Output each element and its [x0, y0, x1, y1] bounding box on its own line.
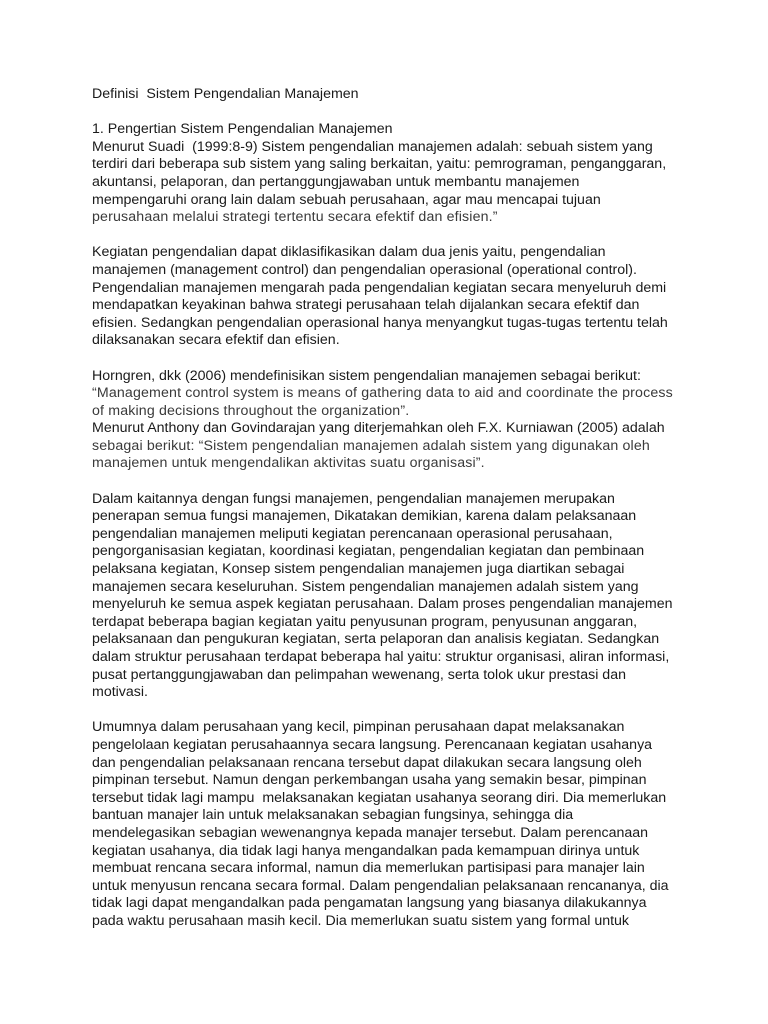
text-line: Umumnya dalam perusahaan yang kecil, pimpinan perusahaan dapat melaksanakan: [92, 719, 625, 736]
text-line: Menurut Anthony dan Govindarajan yang diterjemahkan oleh F.X. Kurniawan (2005) adalah: [92, 420, 665, 437]
text-line: Pengendalian manajemen mengarah pada pengendalian kegiatan secara menyeluruh demi: [92, 279, 667, 296]
paragraph: [92, 491, 708, 702]
paragraph: [92, 368, 708, 474]
text-line: penerapan semua fungsi manajemen, Dikatakan demikian, karena dalam pelaksanaan: [92, 508, 637, 525]
text-line: pada waktu perusahaan masih kecil. Dia memerlukan suatu sistem yang formal untuk: [92, 912, 630, 929]
text-line: untuk menyusun rencana secara formal. Dalam pengendalian pelaksanaan rencananya, dia: [92, 877, 669, 894]
text-line: manajemen secara keseluruhan. Sistem pengendalian manajemen adalah sistem yang: [92, 578, 639, 595]
text-line: dilaksanakan secara efektif dan efisien.: [92, 332, 340, 349]
text-line: manajemen untuk mengendalikan aktivitas suatu organisasi”.: [92, 455, 485, 472]
text-line: pimpinan tersebut. Namun dengan perkembangan usaha yang semakin besar, pimpinan: [92, 772, 647, 789]
text-line: dan pengendalian pelaksanaan rencana tersebut dapat dilakukan secara langsung oleh: [92, 754, 642, 771]
text-line: 1. Pengertian Sistem Pengendalian Manajemen: [92, 121, 393, 138]
text-line: tersebut tidak lagi mampu melaksanakan kegiatan usahanya seorang diri. Dia memerlukan: [92, 789, 667, 806]
document-title: Definisi Sistem Pengendalian Manajemen: [92, 86, 359, 102]
text-line: Menurut Suadi (1999:8-9) Sistem pengendalian manajemen adalah: sebuah sistem yang: [92, 138, 653, 155]
text-line: tidak lagi dapat mengandalkan pada pengamatan langsung yang biasanya dilakukannya: [92, 895, 647, 912]
text-line: mempengaruhi orang lain dalam sebuah perusahaan, agar mau mencapai tujuan: [92, 191, 601, 208]
paragraph: [92, 244, 708, 350]
text-line: mendelegasikan sebagian wewenangnya kepada manajer tersebut. Dalam perencanaan: [92, 824, 649, 841]
document-body: [92, 121, 708, 930]
text-line: perusahaan melalui strategi tertentu secara efektif dan efisien.”: [92, 209, 498, 226]
text-line: manajemen (management control) dan pengendalian operasional (operational control).: [92, 261, 637, 278]
text-line: terdiri dari beberapa sub sistem yang saling berkaitan, yaitu: pemrograman, penganggaran,: [92, 156, 667, 173]
text-line: terdapat beberapa bagian kegiatan yaitu penyusunan program, penyusunan anggaran,: [92, 613, 638, 630]
text-line: sebagai berikut: “Sistem pengendalian manajemen adalah sistem yang digunakan oleh: [92, 437, 650, 454]
text-line: pelaksanaan dan pengukuran kegiatan, serta pelaporan dan analisis kegiatan. Sedangkan: [92, 631, 660, 648]
text-line: Kegiatan pengendalian dapat diklasifikasikan dalam dua jenis yaitu, pengendalian: [92, 244, 606, 261]
text-line: menyeluruh ke semua aspek kegiatan perusahaan. Dalam proses pengendalian manajemen: [92, 596, 673, 613]
text-line: dalam struktur perusahaan terdapat beberapa hal yaitu: struktur organisasi, aliran informasi,: [92, 649, 670, 665]
text-line: akuntansi, pelaporan, dan pertanggungjawaban untuk membantu manajemen: [92, 173, 580, 190]
paragraph: [92, 121, 708, 227]
text-line: efisien. Sedangkan pengendalian operasional hanya menyangkut tugas-tugas tertentu telah: [92, 314, 668, 331]
text-line: pusat pertanggungjawaban dan pelimpahan wewenang, serta tolok ukur prestasi dan: [92, 666, 626, 683]
paragraph: [92, 719, 708, 930]
text-line: pelaksana kegiatan, Konsep sistem pengendalian manajemen juga diartikan sebagai: [92, 561, 625, 578]
text-line: of making decisions throughout the organization”.: [92, 402, 410, 419]
text-line: mendapatkan keyakinan bahwa strategi perusahaan telah dijalankan secara efektif dan: [92, 297, 640, 314]
text-line: Dalam kaitannya dengan fungsi manajemen, pengendalian manajemen merupakan: [92, 490, 615, 507]
text-line: pengendalian manajemen meliputi kegiatan perencanaan operasional perusahaan,: [92, 525, 613, 542]
text-line: pengelolaan kegiatan perusahaannya secara langsung. Perencanaan kegiatan usahanya: [92, 736, 653, 753]
text-line: “Management control system is means of gathering data to aid and coordinate the process: [92, 385, 673, 402]
text-line: pengorganisasian kegiatan, koordinasi kegiatan, pengendalian kegiatan dan pembinaan: [92, 543, 645, 560]
text-line: Horngren, dkk (2006) mendefinisikan sistem pengendalian manajemen sebagai berikut:: [92, 367, 641, 384]
text-line: bantuan manajer lain untuk melaksanakan sebagian fungsinya, sehingga dia: [92, 807, 574, 824]
text-line: membuat rencana secara informal, namun dia memerlukan partisipasi para manajer lain: [92, 860, 645, 877]
text-line: kegiatan usahanya, dia tidak lagi hanya mengandalkan pada kemampuan dirinya untuk: [92, 842, 640, 859]
text-line: motivasi.: [92, 684, 148, 701]
